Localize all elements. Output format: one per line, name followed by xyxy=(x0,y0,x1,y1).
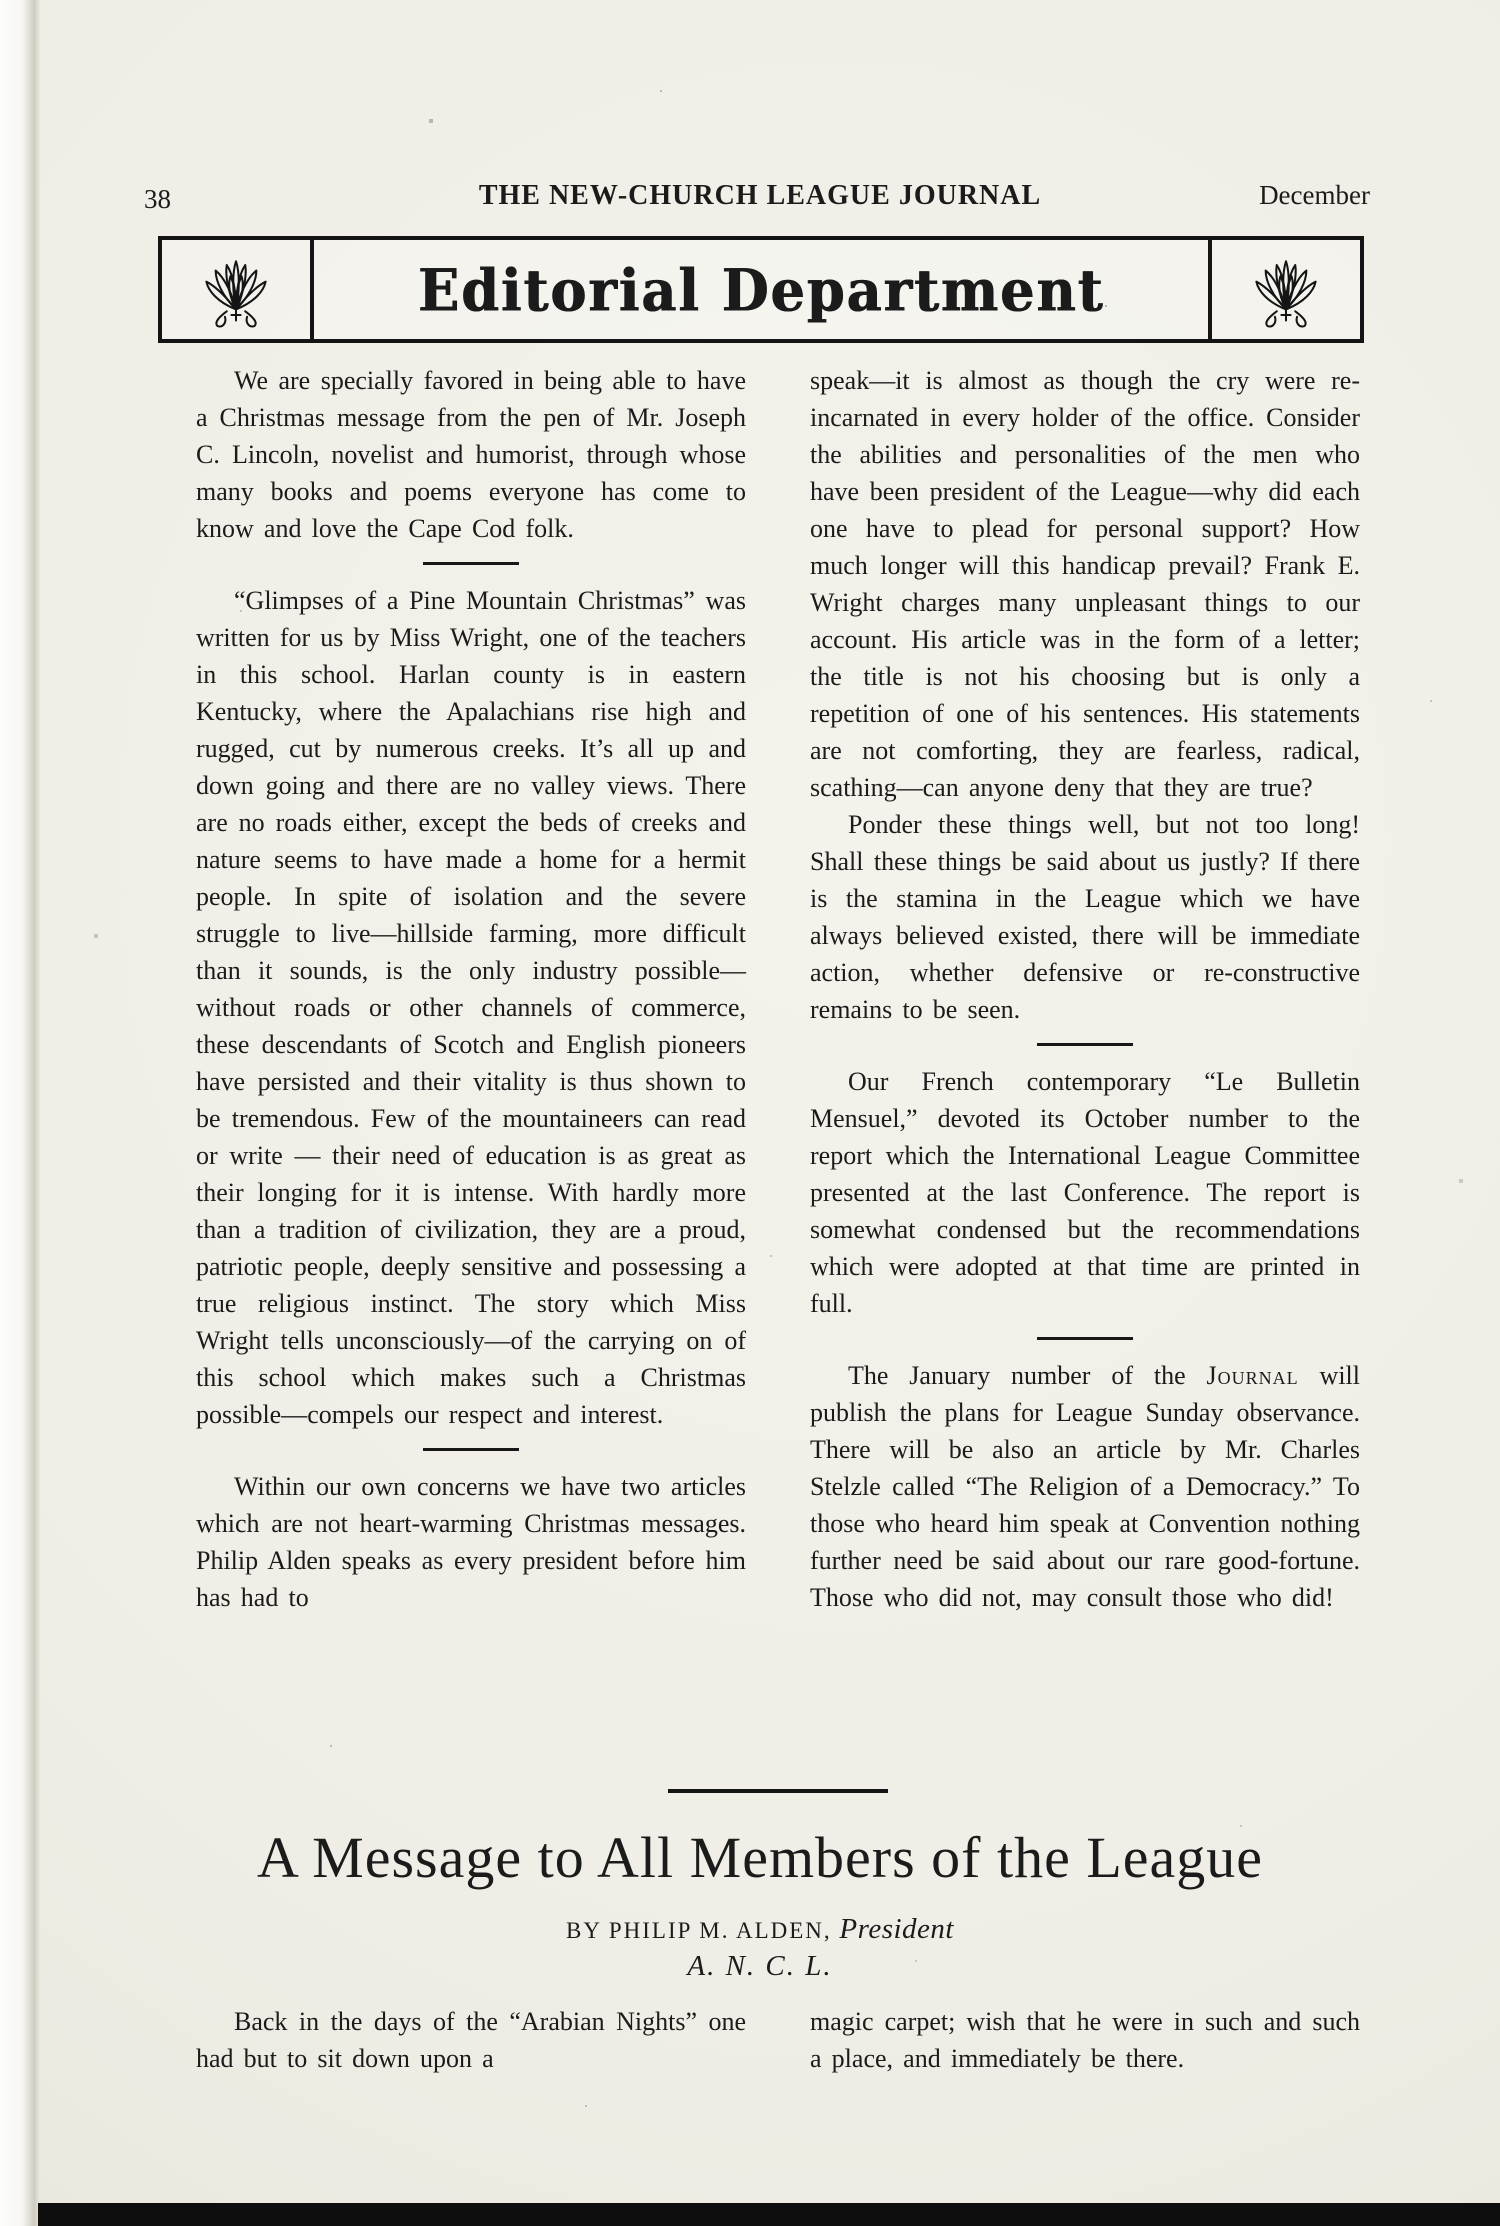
section-divider xyxy=(1037,1337,1133,1340)
editorial-paragraph: Within our own concerns we have two articles which are not heart-warming Christmas messages. Philip Alden speaks as every president before him has had to xyxy=(196,1472,746,1612)
page-number: 38 xyxy=(144,184,171,214)
journal-smallcaps-word: Journal xyxy=(1206,1361,1299,1390)
editorial-paragraph: We are specially favored in being able to have a Christmas message from the pen of Mr. Joseph C. Lincoln, novelist and humorist, through whose many books and poems everyone has come to know and love the Cape Cod folk. xyxy=(196,366,746,543)
article-title: A Message to All Members of the League xyxy=(256,1825,1264,1890)
running-header xyxy=(144,180,1370,214)
editorial-left-column xyxy=(196,362,746,1616)
editorial-paragraph xyxy=(810,1357,1360,1616)
banner-left-ornament-cell xyxy=(162,240,314,339)
article-paragraph: Back in the days of the “Arabian Nights” one had but to sit down upon a xyxy=(196,2007,746,2073)
article-columns xyxy=(196,2003,1360,2077)
editorial-columns xyxy=(196,362,1360,1616)
editorial-paragraph: “Glimpses of a Pine Mountain Christmas” was written for us by Miss Wright, one of the teachers in this school. Harlan county is in eastern Kentucky, where the Apalachians rise high and rugged, cut by numerous creeks. It’s all up and down going and there are no valley views. There are no roads either, except the beds of creeks and nature seems to have made a home for a hermit people. In spite of isolation and the severe struggle to live—hillside farming, more difficult than it sounds, is the only industry possible—without roads or other channels of commerce, these descendants of Scotch and English pioneers have persisted and their vitality is thus shown to be tremendous. Few of the mountaineers can read or write — their need of education is as great as their longing for it is intense. With hardly more than a tradition of civilization, they are a proud, patriotic people, deeply sensitive and possessing a true religious instinct. The story which Miss Wright tells unconsciously—of the carrying on of this school which makes such a Christmas possible—compels our respect and interest. xyxy=(196,586,746,1429)
banner-right-ornament-cell xyxy=(1208,240,1360,339)
floral-ornament-icon xyxy=(199,250,273,330)
article-byline xyxy=(150,1913,1370,1946)
journal-title: THE NEW-CHURCH LEAGUE JOURNAL xyxy=(478,180,1042,211)
banner-title-cell xyxy=(314,240,1208,339)
article-divider xyxy=(668,1789,888,1793)
organization-name: A. N. C. L. xyxy=(687,1950,833,1982)
paragraph-text: will publish the plans for League Sunday observance. There will be also an article by Mr. Charles Stelzle called “The Religion of a Democracy.” To those who heard him speak at Convention nothing further need be said about our rare good-fortune. Those who did not, may consult those who did! xyxy=(810,1361,1361,1612)
floral-ornament-icon xyxy=(1249,250,1323,330)
editorial-paragraph: speak—it is almost as though the cry were re-incarnated in every holder of the office. Consider the abilities and personalities of the men who have been president of the League—why did each one have to plead for personal support? How much longer will this handicap prevail? Frank E. Wright charges many unpleasant things to our account. His article was in the form of a letter; the title is not his choosing but is only a repetition of one of his sentences. His statements are not comforting, they are fearless, radical, scathing—can anyone deny that they are true? xyxy=(810,366,1360,802)
section-divider xyxy=(423,1448,519,1451)
section-divider xyxy=(423,562,519,565)
scan-bottom-band xyxy=(38,2203,1500,2226)
editorial-department-banner xyxy=(158,236,1364,343)
byline-role: President xyxy=(839,1913,954,1945)
banner-title: Editorial Department xyxy=(417,254,1105,325)
page-left-edge xyxy=(0,0,40,2226)
issue-month: December xyxy=(1259,180,1370,210)
editorial-right-column xyxy=(810,362,1360,1616)
article-paragraph: magic carpet; wish that he were in such and such a place, and immediately be there. xyxy=(810,2007,1360,2073)
paragraph-text: The January number of the xyxy=(848,1361,1207,1390)
editorial-paragraph: Our French contemporary “Le Bulletin Mensuel,” devoted its October number to the report which the International League Committee presented at the last Conference. The report is somewhat condensed but the recommendations which were adopted at that time are printed in full. xyxy=(810,1067,1360,1318)
article-right-column xyxy=(810,2003,1360,2077)
byline-name: BY PHILIP M. ALDEN, xyxy=(566,1918,832,1943)
editorial-paragraph: Ponder these things well, but not too long! Shall these things be said about us justly? If there is the stamina in the League which we have always believed existed, there will be immediate action, whether defensive or re-constructive remains to be seen. xyxy=(810,810,1360,1024)
section-divider xyxy=(1037,1043,1133,1046)
article-left-column xyxy=(196,2003,746,2077)
